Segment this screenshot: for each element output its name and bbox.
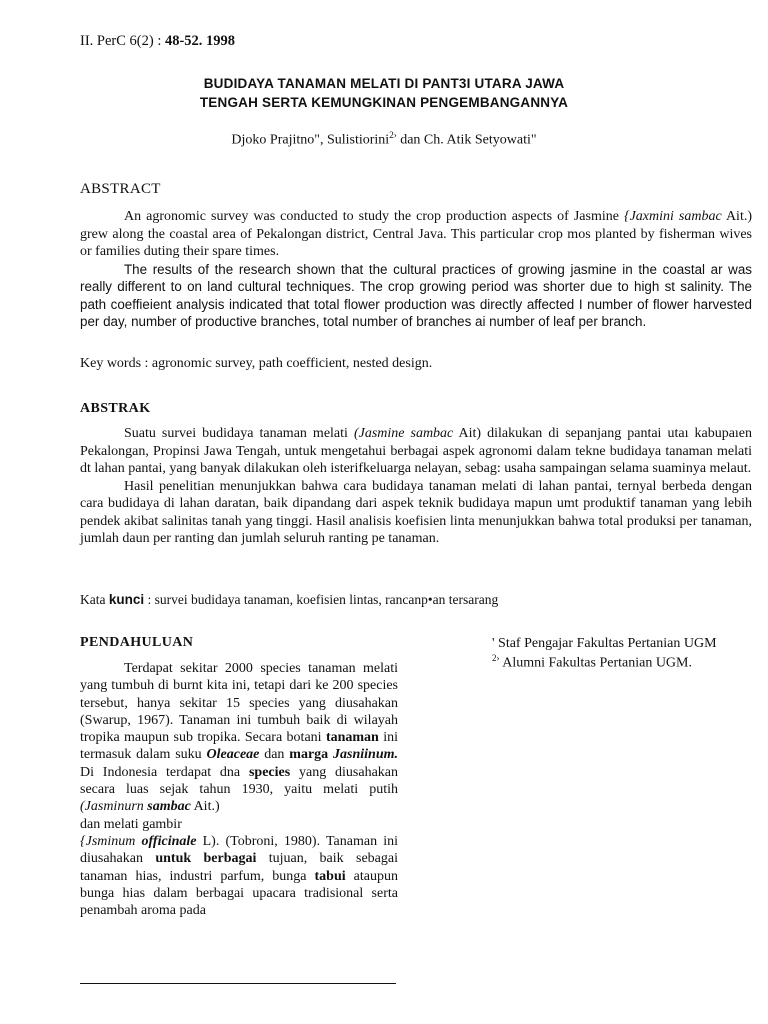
abstract-paragraph-1 — [80, 208, 752, 261]
pend-t9: tujuan, baik sebagai tanaman hias, industri parfum, bunga — [80, 851, 398, 884]
abstract-p1-text-b: Ait.) grew along the coastal area of Pekalongan district, Central Java. This particular crop mos planted by fisherman wives or families duting their spare times. — [80, 209, 752, 259]
kw-id-bold: kunci — [108, 592, 145, 607]
paper-title — [60, 74, 708, 112]
title-line-1: BUDIDAYA TANAMAN MELATI DI PANT3I UTARA JAWA — [203, 76, 565, 91]
abstrak-heading: ABSTRAK — [80, 401, 151, 416]
footnote-1 — [492, 636, 717, 652]
pendahuluan-heading: PENDAHULUAN — [80, 635, 194, 650]
footnote-divider — [80, 983, 396, 984]
abstract-paragraph-2: The results of the research shown that the cultural practices of growing jasmine in the coastal ar was really different to on land cultural techniques. The crop growing period was shorter due to high st salinity. The path coeffieient analysis indicated that total flower production was directly affected I number of flower harvested per day, number of productive branches, total number of branches ai number of leaf per branch. — [80, 261, 752, 329]
pend-bi1: Oleaceae — [206, 747, 260, 763]
pend-b3: species — [248, 764, 291, 780]
pend-t3: dan — [259, 747, 290, 763]
author-1: Djoko Prajitno", Sulistiorini — [231, 132, 390, 148]
footnote-2-mark: 2› — [492, 653, 500, 663]
keywords-id — [80, 592, 498, 608]
keywords-en: Key words : agronomic survey, path coefficient, nested design. — [80, 356, 433, 371]
abstrak-paragraph-2: Hasil penelitian menunjukkan bahwa cara budidaya tanaman melati di lahan pantai, ternyal berbeda dengan cara budidaya di lahan daratan, baik dipandang dari aspek teknik budidaya mapun umt produktif tanaman yang lebih pendek akibat salinitas tanah yang tinggi. Hasil analisis koefisien linta menunjukkan bahwa total produksi per tanaman, jumlah daun per ranting dan jumlah seluruh ranting pe tanaman. — [80, 478, 752, 546]
title-line-2: TENGAH SERTA KEMUNGKINAN PENGEMBANGANNYA — [199, 95, 569, 110]
pend-bi4: officinale — [141, 833, 197, 849]
abstrak-p1-text-a: Suatu survei budidaya tanaman melati — [124, 426, 354, 441]
pend-bi3: sambac — [147, 799, 191, 815]
pend-t5: yang diusahakan secara luas sejak tahun 1930, yaitu melati putih — [80, 764, 398, 798]
abstract-p1-species: {Jaxmini sambac — [623, 209, 722, 224]
abstrak-p1-text-b: Ait) dilakukan di sepanjang pantai utaı kabupaıen Pekalongan, Propinsi Jawa Tengah, untuk mengetahui berbagai aspek agronomi dalam tekne budidaya tanaman melati dt lahan pantai, yang banyak dilakukan oleh isterifkeluarga nelayan, sebag: usaha sampaingan selama suaminya melaut. — [80, 426, 753, 476]
abstract-p1-text-a: An agronomic survey was conducted to study the crop production aspects of Jasmine — [124, 209, 624, 224]
abstrak-paragraph-1 — [80, 425, 752, 478]
pendahuluan-body — [80, 660, 398, 919]
pendahuluan-paragraph — [80, 660, 398, 919]
pend-t4: Di Indonesia terdapat dna — [80, 764, 249, 780]
abstrak-body — [80, 425, 752, 548]
pend-t7: dan melati gambir — [80, 816, 182, 832]
journal-ref-pages: 48-52. 1998 — [164, 33, 236, 49]
footnote-2-text: Alumni Fakultas Pertanian UGM. — [499, 655, 692, 671]
pend-bi2: Jasniinum. — [333, 747, 398, 763]
footnote-1-mark: ' — [492, 636, 495, 651]
pend-t8: L). (Tobroni, 1980). Tanaman ini diusahakan — [80, 833, 398, 867]
pend-t2: ini termasuk dalam suku — [80, 730, 399, 763]
author-1-sup: 2› — [389, 130, 397, 140]
pend-i2: {Jsminum — [80, 833, 142, 849]
abstract-heading: ABSTRACT — [80, 181, 161, 197]
pend-t6: Ait.) — [190, 799, 220, 815]
pend-t1: Terdapat sekitar 2000 species tanaman melati yang tumbuh di burnt kita ini, tetapi dari ke 200 species tersebut, hanya sekitar 15 species yang diusahakan (Swarup, 1967). Tanaman ini tumbuh baik di wilayah tropika maupun sub tropika. Secara botani — [80, 661, 398, 746]
pend-i1: (Jasminurn — [80, 799, 148, 815]
pend-t10: ataupun bunga hias dalam berbagai upacara tradisional serta penambah aroma pada — [80, 868, 398, 919]
pend-b1: tanaman — [325, 730, 379, 746]
abstrak-p1-species: (Jasmine sambac — [353, 426, 454, 441]
kw-id-prefix: Kata — [80, 592, 109, 607]
author-2: dan Ch. Atik Setyowati" — [396, 132, 537, 148]
pend-b4: untuk berbagai — [155, 851, 257, 867]
footnote-1-text: Staf Pengajar Fakultas Pertanian UGM — [494, 636, 717, 651]
authors — [60, 130, 708, 149]
journal-reference — [80, 33, 235, 50]
journal-ref-prefix: II. PerC 6(2) : — [80, 33, 165, 49]
footnote-2 — [492, 653, 692, 672]
pend-b2: marga — [289, 747, 329, 763]
kw-id-list: : survei budidaya tanaman, koefisien lintas, rancanp•an tersarang — [144, 592, 499, 607]
abstract-body — [80, 208, 752, 331]
pend-b5: tabui — [314, 868, 346, 884]
